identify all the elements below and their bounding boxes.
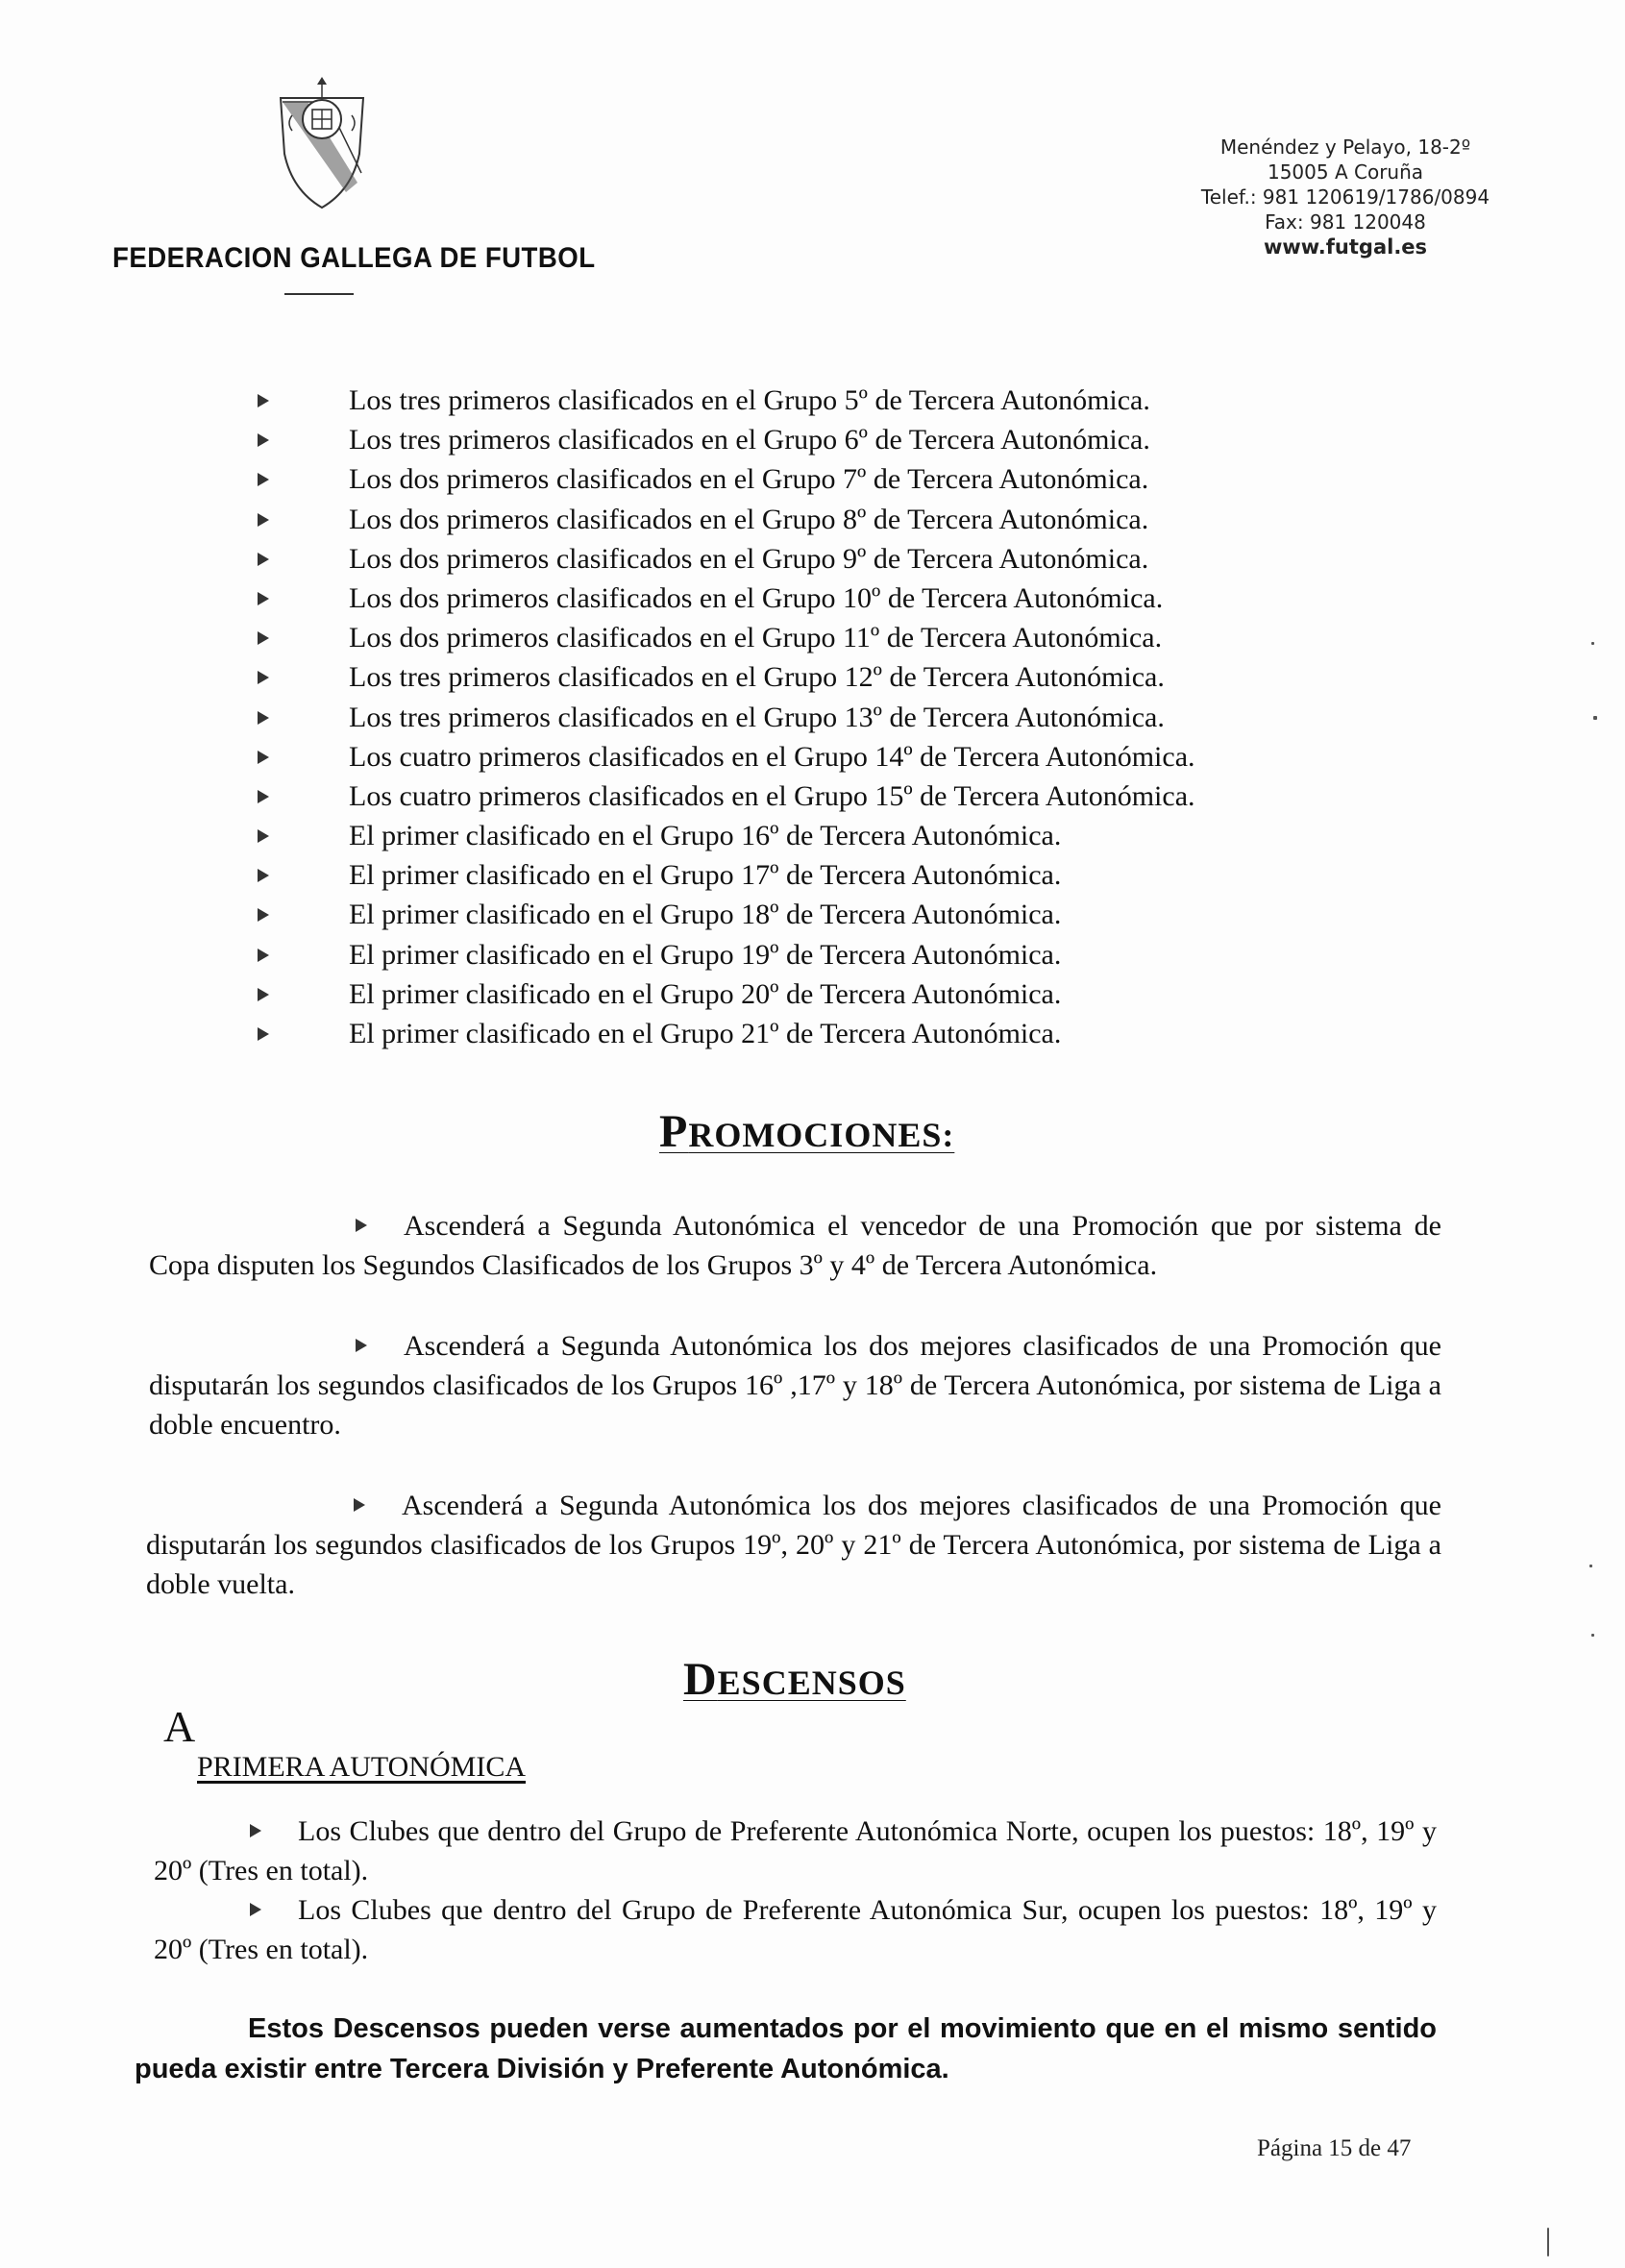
promociones-heading: PROMOCIONES: — [659, 1106, 955, 1157]
bullet-arrow-icon — [258, 829, 269, 843]
page-number: Página 15 de 47 — [1257, 2135, 1412, 2161]
bullet-arrow-icon — [258, 908, 269, 922]
bullet-arrow-icon — [354, 1498, 365, 1512]
federation-crest-icon — [269, 77, 375, 211]
address-city: 15005 A Coruña — [1267, 160, 1424, 184]
relegation-note: Estos Descensos pueden verse aumentados por el movimiento que en el mismo sentido pueda existir entre Tercera División y Preferente Autonómica. — [135, 2013, 1437, 2084]
scan-speck — [1591, 642, 1594, 645]
scan-speck — [1589, 1565, 1592, 1567]
bullet-arrow-icon — [258, 631, 269, 645]
bullet-arrow-icon — [258, 671, 269, 684]
phone-numbers: Telef.: 981 120619/1786/0894 — [1200, 185, 1490, 209]
promotion-paragraph: Ascenderá a Segunda Autonómica los dos mejores clasificados de una Promoción que disputarán los segundos clasificados de los Grupos 19º, 20º y 21º de Tercera Autonómica, por sistema de Liga a doble vuelta. — [146, 1490, 1441, 1600]
subsection-title: PRIMERA AUTONÓMICA — [197, 1751, 526, 1783]
bullet-arrow-icon — [356, 1219, 367, 1232]
document-page: FEDERACION GALLEGA DE FUTBOL Menéndez y Pelayo, 18-2º 15005 A Coruña Telef.: 981 120619/1786/0894 Fax: 981 120048 www.futgal.es Los tres primeros clasificados en el Grupo 5º de Tercera Autonómica. Los tres primeros clasificados en el Grupo 6º de Tercera Autonómica. Los dos primeros clasificados en el Grupo 7º de Tercera Autonómica. Los dos primeros clasificados en el Grupo 8º de Tercera Autonómica. Los dos primeros clasificados en el Grupo 9º de Tercera Autonómica. Los dos primeros clasificados en el Grupo 10º de Tercera Autonómica. Los dos primeros clasificados en el Grupo 11º de Tercera Autonómica. Los tres primeros clasificados en el Grupo 12º de Tercera Autonómica. Los tres primeros clasificados en el Grupo 13º de Tercera Autonómica. Los cuatro primeros clasificados en el Grupo 14º de Tercera Autonómica. Los cuatro primeros clasificados en el Grupo 15º de Tercera Autonómica. El primer clasificado en el Grupo 16º de Tercera Autonómica. El primer clasificado en el Grupo 17º de Tercera Autonómica. El primer clasificado en el Grupo 18º de Tercera Autonómica. El primer clasificado en el Grupo 19º de Tercera Autonómica. El primer clasificado en el Grupo 20º de Tercera Autonómica. El primer clasificado en el Grupo 21º de Tercera Autonómica. PROMOCIONES: Ascenderá a Segunda Autonómica el vencedor de una Promoción que por sistema de Copa disputen los Segundos Clasificados de los Grupos 3º y 4º de Tercera Autonómica. Ascenderá a Segunda Autonómica los dos mejores clasificados de una Promoción que disputarán los segundos clasificados de los Grupos 16º ,17º y 18º de Tercera Autonómica, por sistema de Liga a doble encuentro. Ascenderá a Segunda Autonómica los dos mejores clasificados de una Promoción que disputarán los segundos clasificados de los Grupos 19º, 20º y 21º de Tercera Autonómica, por sistema de Liga a doble vuelta. DESCENSOS A PRIMERA AUTONÓMICA Los Clubes que dentro del Grupo de Preferente Autonómica Norte, ocupen los puestos: 18º, 19º y 20º (Tres en total). Los Clubes que dentro del Grupo de Preferente Autonómica Sur, ocupen los puestos: 18º, 19º y 20º (Tres en total). Estos Descensos pueden verse aumentados por el movimiento que en el mismo sentido pueda existir entre Tercera División y Preferente Autonómica. Página 15 de 47 — [0, 0, 1625, 2268]
bullet-arrow-icon — [250, 1903, 261, 1916]
section-letter: A — [163, 1702, 196, 1751]
fax-number: Fax: 981 120048 — [1265, 210, 1426, 234]
relegation-item: Los Clubes que dentro del Grupo de Preferente Autonómica Sur, ocupen los puestos: 18º, 19º y 20º (Tres en total). — [154, 1894, 1437, 1965]
contact-block — [1153, 135, 1538, 259]
scan-speck — [1593, 716, 1597, 720]
bullet-arrow-icon — [258, 433, 269, 447]
bullet-arrow-icon — [258, 1027, 269, 1041]
scan-speck — [1591, 1634, 1594, 1637]
promotion-paragraph: Ascenderá a Segunda Autonómica los dos mejores clasificados de una Promoción que disputarán los segundos clasificados de los Grupos 16º ,17º y 18º de Tercera Autonómica, por sistema de Liga a doble encuentro. — [149, 1330, 1441, 1441]
bullet-arrow-icon — [258, 988, 269, 1001]
bullet-arrow-icon — [258, 553, 269, 566]
organization-name: FEDERACION GALLEGA DE FUTBOL — [112, 242, 596, 274]
bullet-arrow-icon — [258, 473, 269, 486]
bullet-arrow-icon — [258, 711, 269, 725]
descensos-heading: DESCENSOS — [683, 1654, 906, 1705]
bullet-arrow-icon — [258, 751, 269, 764]
relegation-item: Los Clubes que dentro del Grupo de Preferente Autonómica Norte, ocupen los puestos: 18º, 19º y 20º (Tres en total). — [154, 1815, 1437, 1886]
bullet-arrow-icon — [258, 513, 269, 527]
website-link[interactable]: www.futgal.es — [1263, 235, 1428, 259]
bullet-arrow-icon — [258, 869, 269, 882]
bullet-arrow-icon — [258, 949, 269, 962]
bullet-arrow-icon — [258, 790, 269, 803]
bullet-arrow-icon — [250, 1824, 261, 1837]
address-street: Menéndez y Pelayo, 18-2º — [1219, 136, 1471, 159]
bullet-arrow-icon — [258, 592, 269, 605]
scan-speck — [1547, 2228, 1549, 2256]
header-divider — [284, 293, 354, 295]
promotion-paragraph: Ascenderá a Segunda Autonómica el vencedor de una Promoción que por sistema de Copa disputen los Segundos Clasificados de los Grupos 3º y 4º de Tercera Autonómica. — [149, 1210, 1441, 1281]
bullet-arrow-icon — [258, 394, 269, 407]
bullet-arrow-icon — [356, 1339, 367, 1352]
